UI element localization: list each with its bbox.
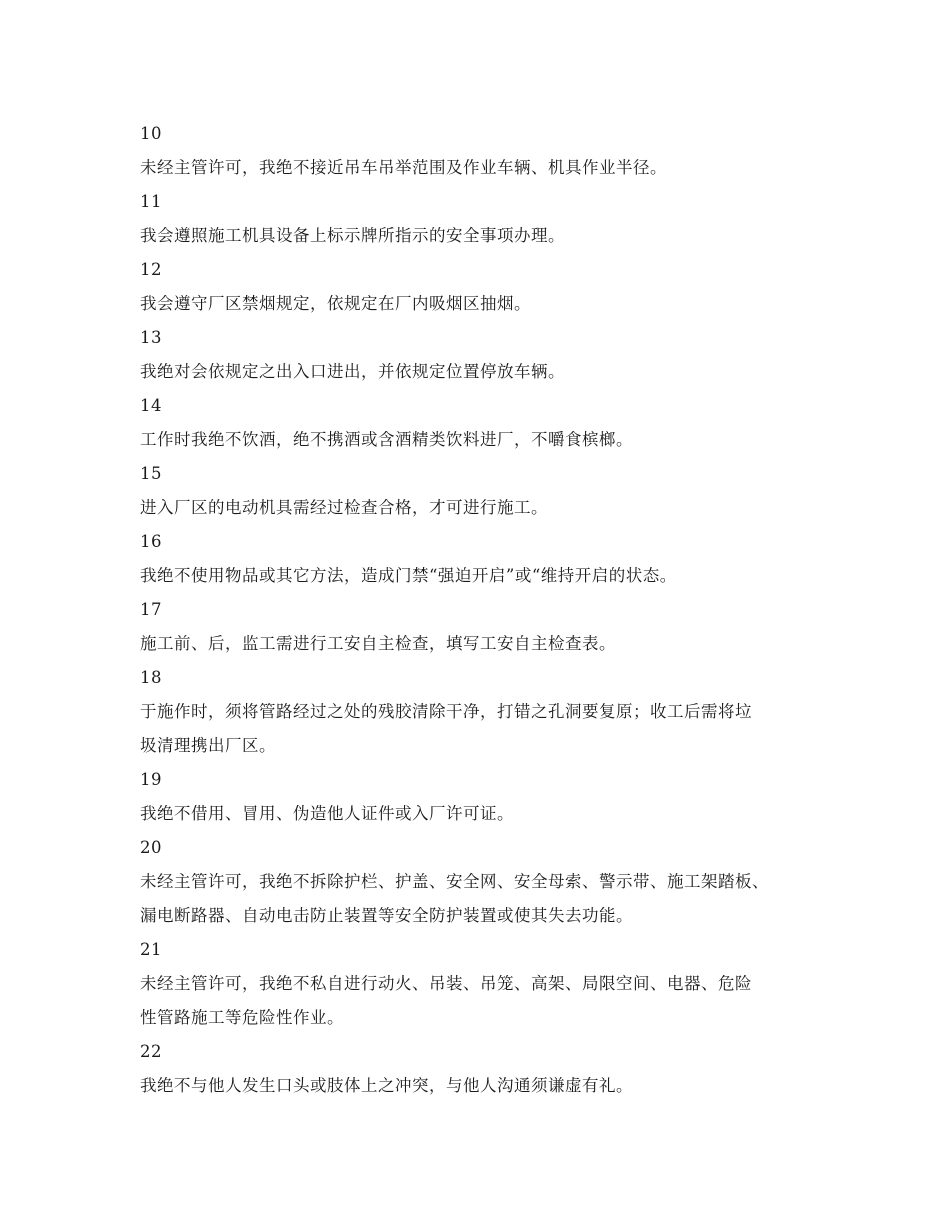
item-text-line: 漏电断路器、自动电击防止装置等安全防护装置或使其失去功能。 [140,906,633,925]
item-text-line: 未经主管许可，我绝不拆除护栏、护盖、安全网、安全母索、警示带、施工架踏板、 [140,872,769,891]
item-number: 21 [140,940,162,959]
item-text [140,151,820,185]
item-number: 22 [140,1042,162,1061]
item-number: 14 [140,396,162,415]
item-text [140,559,820,593]
item-text [140,865,820,933]
item-number: 12 [140,260,162,279]
item-text [140,695,820,763]
item-text [140,1069,820,1103]
item-text-line: 圾清理携出厂区。 [140,736,276,755]
item-text [140,627,820,661]
item-text-line: 进入厂区的电动机具需经过检查合格，才可进行施工。 [140,498,548,517]
item-number: 16 [140,532,162,551]
item-number: 11 [140,192,162,211]
item-text-line: 我绝对会依规定之出入口进出，并依规定位置停放车辆。 [140,362,565,381]
item-text-line: 于施作时，须将管路经过之处的残胶清除干净，打错之孔洞要复原；收工后需将垃 [140,702,752,721]
item-text [140,967,820,1035]
item-text-line: 施工前、后，监工需进行工安自主检查，填写工安自主检查表。 [140,634,616,653]
item-number: 13 [140,328,162,347]
item-number: 15 [140,464,162,483]
item-text-line: 我绝不与他人发生口头或肢体上之冲突，与他人沟通须谦虚有礼。 [140,1076,633,1095]
item-number: 17 [140,600,162,619]
item-text-line: 性管路施工等危险性作业。 [140,1008,344,1027]
item-text-line: 我会遵守厂区禁烟规定，依规定在厂内吸烟区抽烟。 [140,294,531,313]
item-text [140,287,820,321]
item-text [140,219,820,253]
item-number: 10 [140,124,162,143]
item-text-line: 我会遵照施工机具设备上标示牌所指示的安全事项办理。 [140,226,565,245]
rules-list [140,117,820,1103]
item-number: 20 [140,838,162,857]
item-text-line: 我绝不使用物品或其它方法，造成门禁“强迫开启”或“维持开启的状态。 [140,566,677,585]
item-text [140,491,820,525]
item-text [140,797,820,831]
item-number: 19 [140,770,162,789]
item-text [140,355,820,389]
item-text-line: 工作时我绝不饮酒，绝不携酒或含酒精类饮料进厂，不嚼食槟榔。 [140,430,633,449]
item-number: 18 [140,668,162,687]
item-text-line: 我绝不借用、冒用、伪造他人证件或入厂许可证。 [140,804,514,823]
item-text [140,423,820,457]
item-text-line: 未经主管许可，我绝不私自进行动火、吊装、吊笼、高架、局限空间、电器、危险 [140,974,752,993]
item-text-line: 未经主管许可，我绝不接近吊车吊举范围及作业车辆、机具作业半径。 [140,158,667,177]
